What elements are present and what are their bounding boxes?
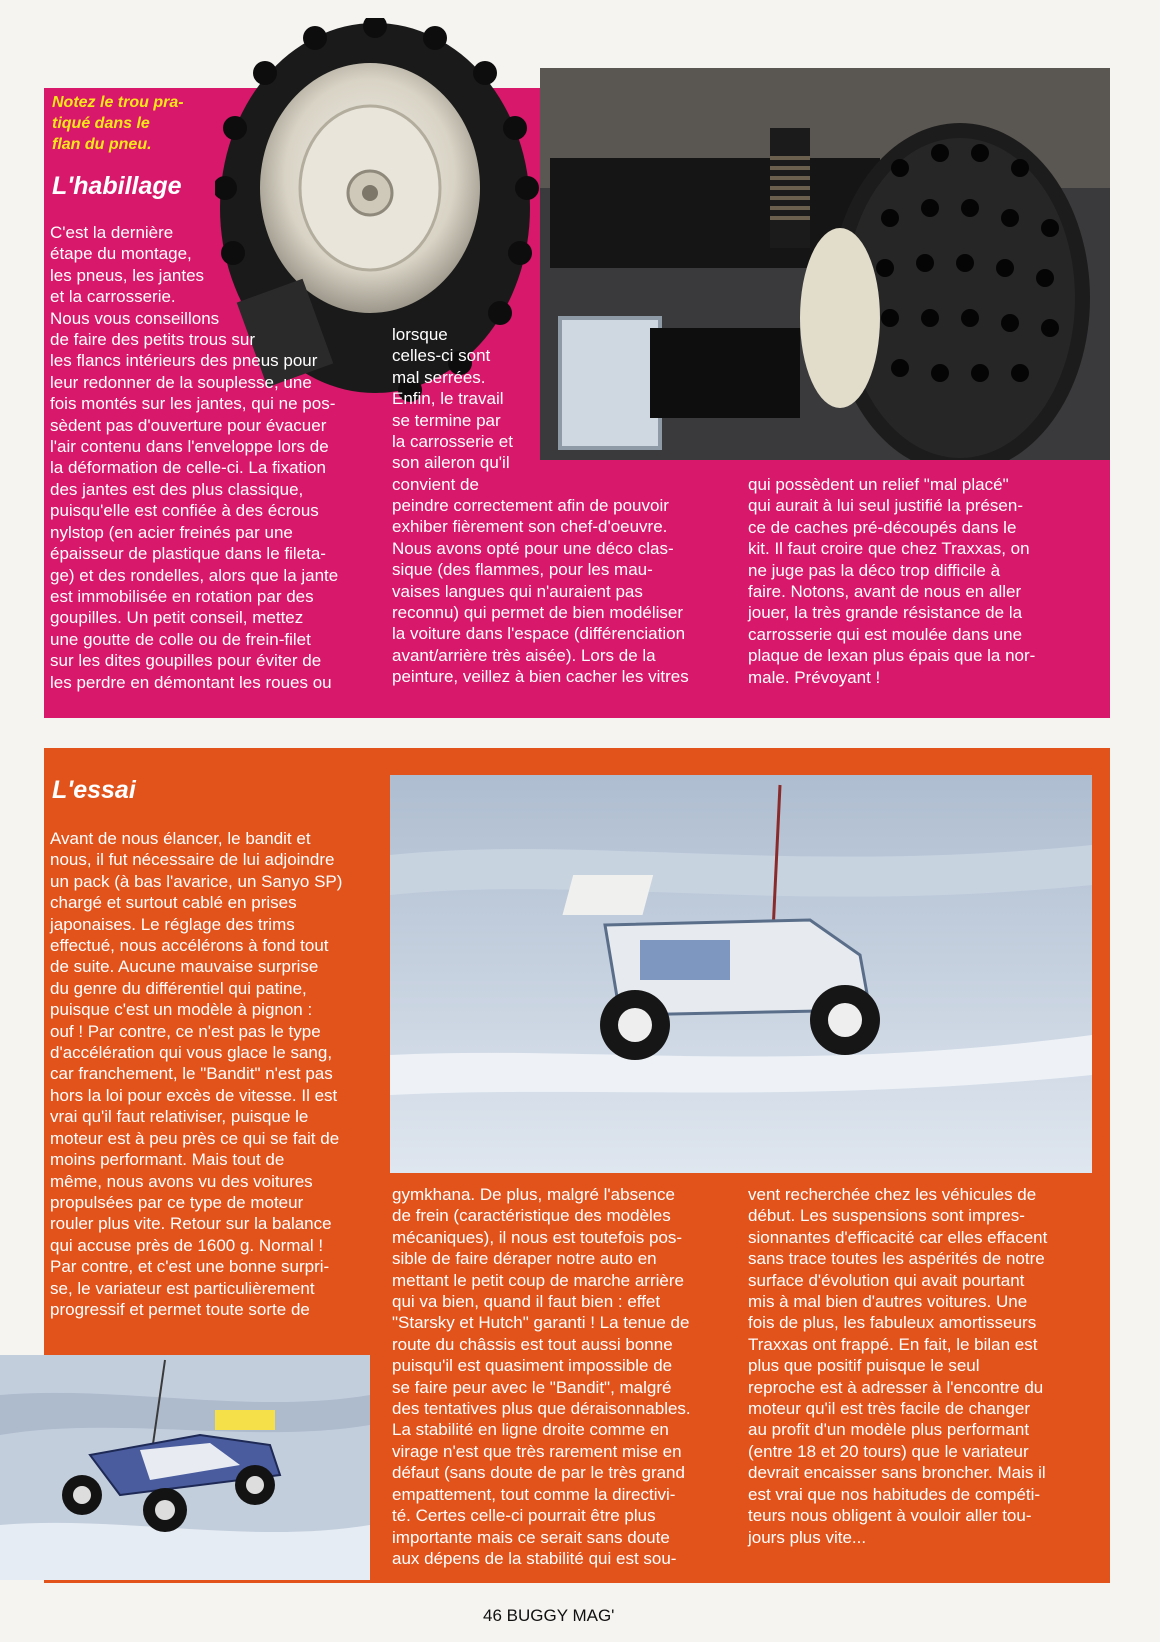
- habillage-heading: L'habillage: [52, 172, 182, 200]
- page-footer: 46 BUGGY MAG': [483, 1606, 615, 1625]
- buggy-snow-photo-small: [0, 1355, 370, 1580]
- buggy-snow-photo: [390, 775, 1092, 1173]
- essai-column-1: Avant de nous élancer, le bandit et nous, il fut nécessaire de lui adjoindre un pack (à bas l'avarice, un Sanyo SP) chargé et surtout cablé en prises japonaises. Le réglage des trims effectué, nous accélérons à fond tout de suite. Aucune mauvaise surprise du genre du différentiel qui patine, puisque c'est un modèle à pignon : ouf ! Par contre, ce n'est pas le type d'accélération qui vous glace le sang, car franchement, le "Bandit" n'est pas hors la loi pour excès de vitesse. Il est vrai qu'il faut relativiser, puisque le moteur est à peu près ce qui se fait de moins performant. Mais tout de même, nous avons vu des voitures propulsées par ce type de moteur rouler plus vite. Retour sur la balance qui accuse près de 1600 g. Normal ! Par contre, et c'est une bonne surpri- se, le variateur est particulièrement progressif et permet toute sorte de: [50, 829, 343, 1319]
- essai-column-3: vent recherchée chez les véhicules de début. Les suspensions sont impres- sionnantes d'efficacité car elles effacent sans trace toutes les aspérités de notre surface d'évolution qui avait pourtant mis à mal bien d'autres voitures. Une fois de plus, les fabuleux amortisseurs Traxxas ont frappé. En fait, le bilan est plus que positif puisque le seul reproche est à adresser à l'encontre du moteur qu'il est très facile de changer au profit d'un modèle plus performant (entre 18 et 20 tours) que le variateur devrait encaisser sans broncher. Mais il est vrai que nos habitudes de compéti- teurs nous obligent à vouloir aller tou- jours plus vite...: [748, 1185, 1048, 1547]
- habillage-column-3: qui possèdent un relief "mal placé" qui aurait à lui seul justifié la présen- ce de caches pré-découpés dans le kit. Il faut croire que chez Traxxas, on ne juge pas la déco trop difficile à faire. Notons, avant de nous en aller jouer, la très grande résistance de la carrosserie qui est moulée dans une plaque de lexan plus épais que la nor- male. Prévoyant !: [748, 475, 1036, 687]
- essai-column-2: gymkhana. De plus, malgré l'absence de frein (caractéristique des modèles mécaniques), il nous est toutefois pos- sible de faire déraper notre auto en mettant le petit coup de marche arrière qui va bien, quand il faut bien : effet "Starsky et Hutch" garanti ! La tenue de route du châssis est tout aussi bonne puisqu'il est quasiment impossible de se faire peur avec le "Bandit", malgré des tentatives plus que déraisonnables. La stabilité en ligne droite comme en virage n'est que très rarement mise en défaut (sans doute de par le très grand empattement, tout comme la directivi- té. Certes celle-ci pourrait être plus importante mais ce serait sans doute aux dépens de la stabilité qui est sou-: [392, 1185, 691, 1568]
- habillage-column-1: C'est la dernière étape du montage, les pneus, les jantes et la carrosserie. Nous vous conseillons de faire des petits trous sur les flancs intérieurs des pneus pour leur redonner de la souplesse, une fois montés sur les jantes, qui ne pos- sèdent pas d'ouverture pour évacuer l'air contenu dans l'enveloppe lors de la déformation de celle-ci. La fixation des jantes est des plus classique, puisqu'elle est confiée à des écrous nylstop (en acier freinés par une épaisseur de plastique dans le fileta- ge) et des rondelles, alors que la jante est immobilisée en rotation par des goupilles. Un petit conseil, mettez une goutte de colle ou de frein-filet sur les dites goupilles pour éviter de les perdre en démontant les roues ou: [50, 223, 339, 692]
- chassis-wheel-photo: [540, 68, 1110, 460]
- habillage-column-2-bottom: peindre correctement afin de pouvoir exhiber fièrement son chef-d'oeuvre. Nous avons opté pour une déco clas- sique (des flammes, pour les mau- vaises langues qui n'auraient pas reconnu) qui permet de bien modéliser la voiture dans l'espace (différenciation avant/arrière très aisée). Lors de la peinture, veillez à bien cacher les vitres: [392, 496, 689, 687]
- essai-heading: L'essai: [52, 776, 136, 804]
- tyre-photo-caption: Notez le trou pra- tiqué dans le flan du pneu.: [52, 94, 184, 153]
- habillage-column-2-top: lorsque celles-ci sont mal serrées. Enfin, le travail se termine par la carrosserie et son aileron qu'il convient de: [392, 325, 513, 494]
